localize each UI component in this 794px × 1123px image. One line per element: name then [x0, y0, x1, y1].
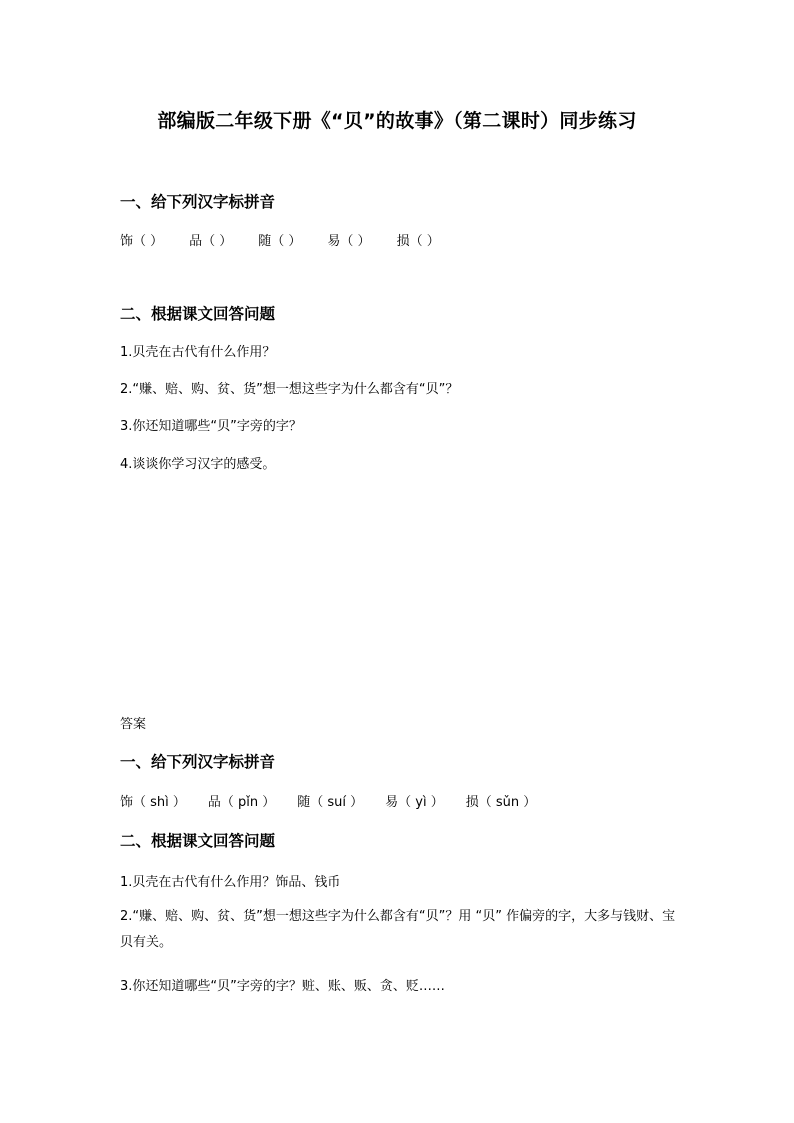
- pinyin-answer: 损（ sǔn ）: [465, 795, 537, 810]
- pinyin-item: 易（ ）: [327, 234, 371, 249]
- question-1: 1.贝壳在古代有什么作用？: [120, 345, 276, 360]
- section2-heading: 二、根据课文回答问题: [120, 305, 276, 323]
- answer-3: 3.你还知道哪些“贝”字旁的字？赃、账、贩、贪、贬……: [120, 979, 445, 994]
- section1-heading: 一、给下列汉字标拼音: [120, 193, 276, 211]
- pinyin-answer: 饰（ shì ）: [120, 795, 186, 810]
- pinyin-item: 品（ ）: [189, 234, 233, 249]
- pinyin-answer: 易（ yì ）: [385, 795, 444, 810]
- pinyin-answer-row: [120, 791, 536, 810]
- pinyin-answer: 随（ suí ）: [297, 795, 364, 810]
- answer-1: 1.贝壳在古代有什么作用？饰品、钱币: [120, 875, 341, 890]
- question-4: 4.谈谈你学习汉字的感受。: [120, 457, 276, 472]
- document-title: 部编版二年级下册《“贝”的故事》（第二课时）同步练习: [157, 110, 637, 132]
- pinyin-exercise-row: [120, 230, 440, 249]
- pinyin-item: 随（ ）: [258, 234, 302, 249]
- answers-section2-heading: 二、根据课文回答问题: [120, 832, 276, 850]
- pinyin-item: 损（ ）: [396, 234, 440, 249]
- pinyin-item: 饰（ ）: [120, 234, 164, 249]
- answers-section1-heading: 一、给下列汉字标拼音: [120, 753, 276, 771]
- pinyin-answer: 品（ pǐn ）: [207, 795, 276, 810]
- question-3: 3.你还知道哪些“贝”字旁的字？: [120, 419, 302, 434]
- answers-label: 答案: [120, 717, 147, 732]
- answer-2: 2.“赚、赔、购、贫、货”想一想这些字为什么都含有“贝”？用 “贝” 作偏旁的字，大多与钱财、宝贝有关。: [120, 909, 676, 950]
- question-2: 2.“赚、赔、购、贫、货”想一想这些字为什么都含有“贝”？: [120, 382, 459, 397]
